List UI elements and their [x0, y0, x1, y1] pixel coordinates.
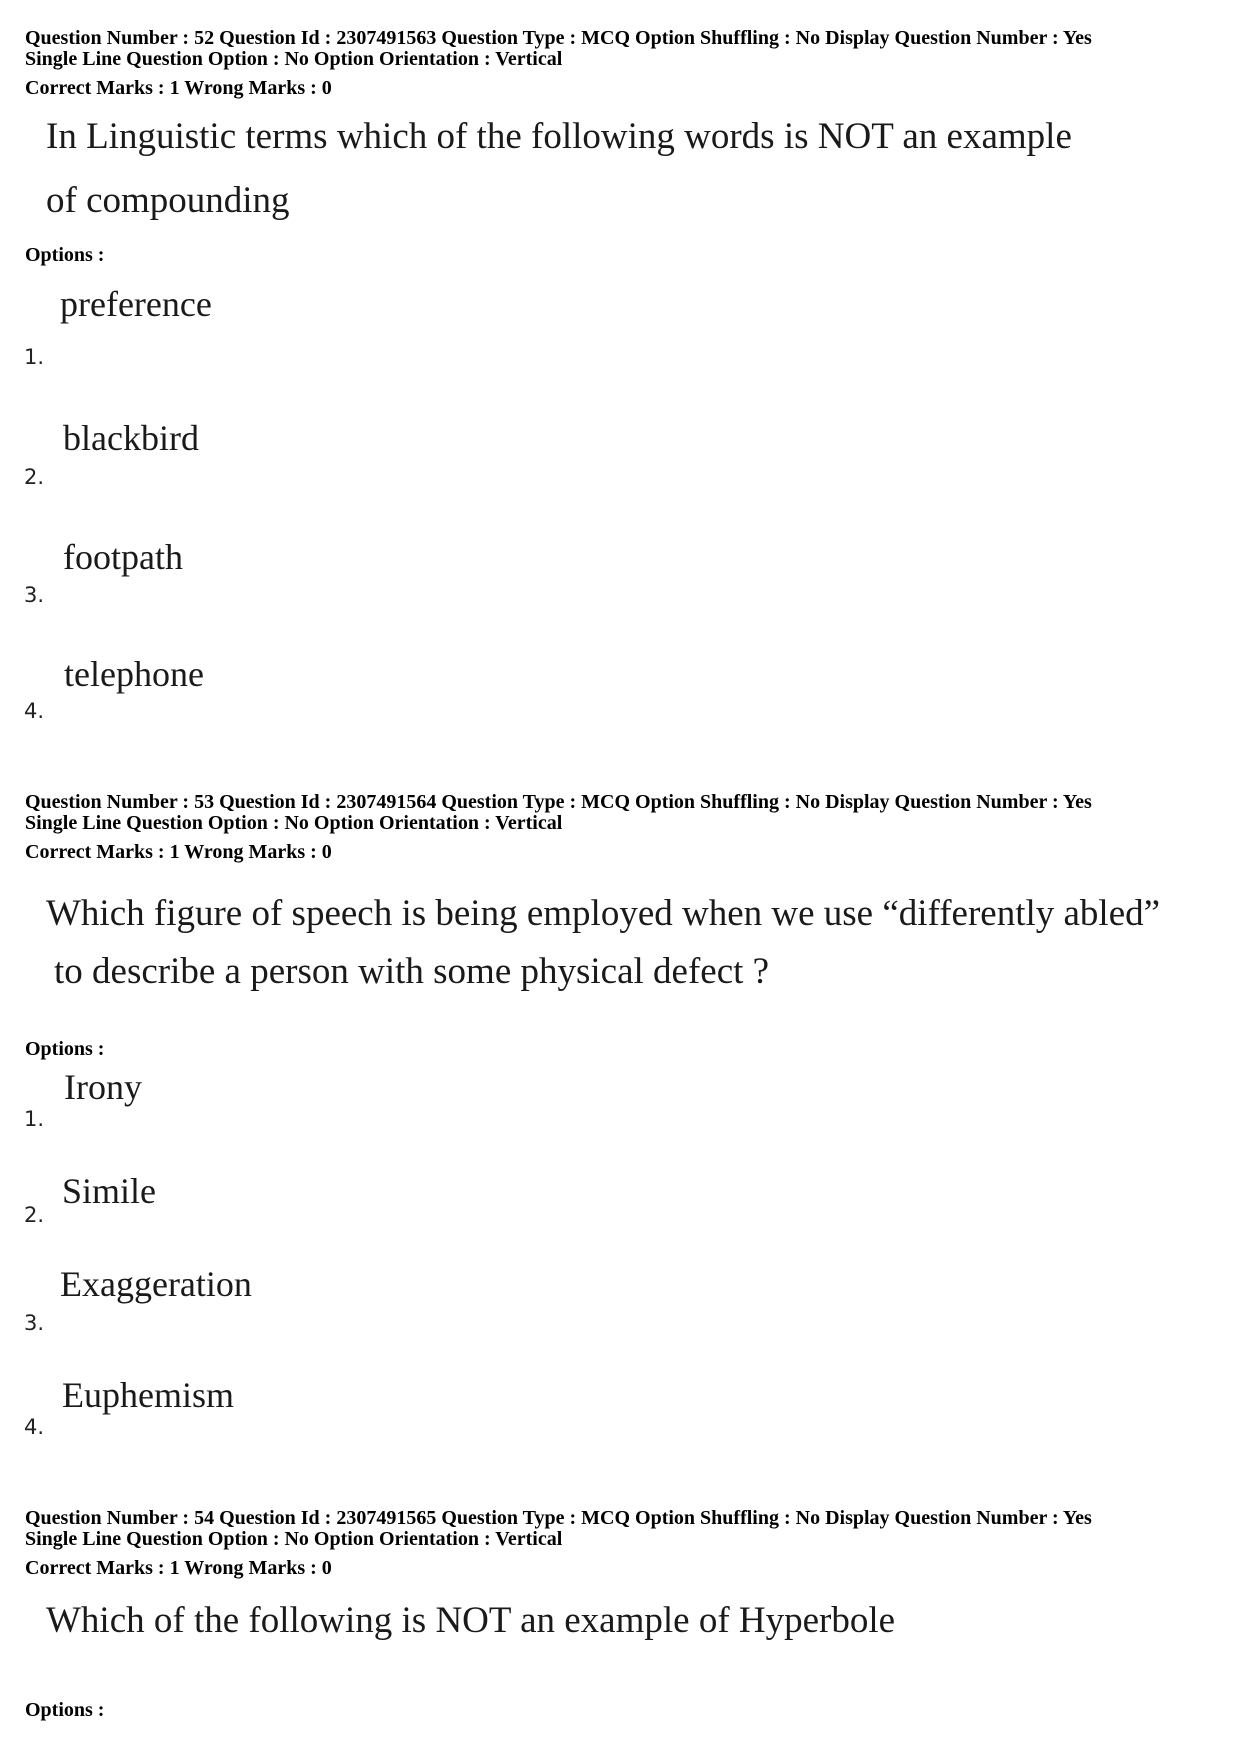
- question-meta-line2: Single Line Question Option : No Option Orientation : Vertical: [25, 812, 563, 834]
- option-number: 1.: [24, 1107, 45, 1131]
- option-number: 3.: [24, 1311, 45, 1335]
- question-text-line1: Which figure of speech is being employed when we use “differently abled”: [46, 893, 1161, 934]
- question-text-line1: Which of the following is NOT an example of Hyperbole: [46, 1600, 896, 1641]
- option-text: Exaggeration: [60, 1264, 252, 1304]
- option-number: 3.: [24, 583, 45, 607]
- question-marks: Correct Marks : 1 Wrong Marks : 0: [25, 1557, 332, 1579]
- option-text: Irony: [64, 1067, 142, 1107]
- question-meta-line1: Question Number : 54 Question Id : 2307491565 Question Type : MCQ Option Shuffling : No Display Question Number : Yes: [25, 1507, 1092, 1529]
- question-meta-line1: Question Number : 52 Question Id : 2307491563 Question Type : MCQ Option Shuffling : No Display Question Number : Yes: [25, 27, 1092, 49]
- question-text-line2: to describe a person with some physical defect ?: [54, 951, 770, 992]
- question-meta-line2: Single Line Question Option : No Option Orientation : Vertical: [25, 1528, 563, 1550]
- options-label: Options :: [25, 244, 105, 266]
- question-marks: Correct Marks : 1 Wrong Marks : 0: [25, 841, 332, 863]
- options-label: Options :: [25, 1699, 105, 1721]
- option-number: 2.: [24, 1203, 45, 1227]
- option-text: preference: [60, 284, 212, 324]
- option-text: Simile: [62, 1171, 157, 1211]
- option-text: footpath: [63, 537, 183, 577]
- option-number: 4.: [24, 1415, 45, 1439]
- option-text: Euphemism: [62, 1375, 234, 1415]
- question-text-line1: In Linguistic terms which of the following words is NOT an example: [46, 116, 1072, 157]
- options-label: Options :: [25, 1038, 105, 1060]
- question-marks: Correct Marks : 1 Wrong Marks : 0: [25, 77, 332, 99]
- option-text: telephone: [64, 654, 204, 694]
- question-meta-line2: Single Line Question Option : No Option Orientation : Vertical: [25, 48, 563, 70]
- question-text-line2: of compounding: [46, 180, 290, 221]
- option-number: 1.: [24, 345, 45, 369]
- option-number: 2.: [24, 465, 45, 489]
- option-number: 4.: [24, 699, 45, 723]
- option-text: blackbird: [63, 418, 199, 458]
- question-meta-line1: Question Number : 53 Question Id : 2307491564 Question Type : MCQ Option Shuffling : No Display Question Number : Yes: [25, 791, 1092, 813]
